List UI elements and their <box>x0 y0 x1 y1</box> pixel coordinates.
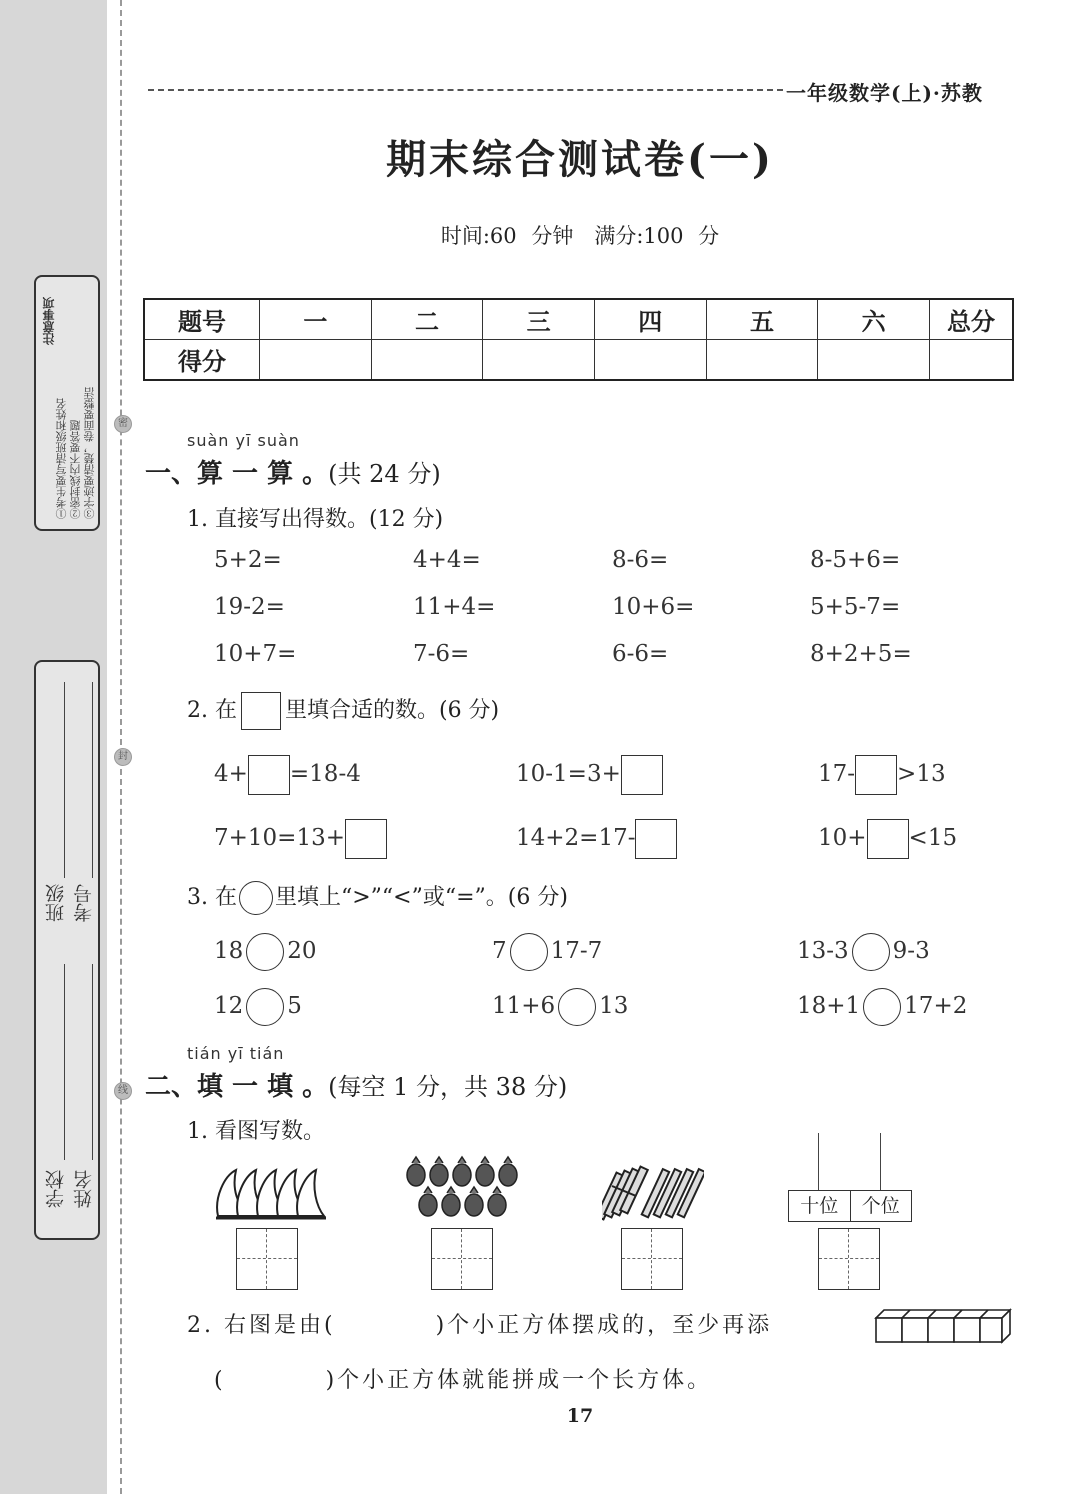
exam-number-blank-line[interactable] <box>92 682 93 878</box>
section1-q2-label <box>187 692 499 730</box>
q2-label-prefix: 2. 在 <box>187 698 237 723</box>
q1-expression: 5+2= <box>214 547 282 573</box>
q1-expression: 8-5+6= <box>810 547 901 573</box>
tens-place-label: 十位 <box>789 1191 851 1221</box>
bananas-picture <box>212 1168 328 1226</box>
q1-expression: 5+5-7= <box>810 594 901 620</box>
answer-box[interactable] <box>621 755 663 795</box>
abacus-rod-tens <box>818 1133 819 1191</box>
exam-time-score: 时间:60 分钟 满分:100 分 <box>440 224 720 248</box>
q2-item-left: 17- <box>818 761 856 787</box>
score-cell[interactable] <box>483 340 595 381</box>
answer-grid-abacus[interactable] <box>818 1228 880 1290</box>
section2-pinyin: tián yī tián <box>187 1044 285 1063</box>
answer-grid-pineapples[interactable] <box>431 1228 493 1290</box>
q2-item-left: 7+10=13+ <box>214 825 345 851</box>
q2-item <box>818 755 946 795</box>
score-header-cell: 四 <box>594 299 706 340</box>
q3-item-right: 13 <box>599 993 629 1019</box>
score-header-cell: 一 <box>260 299 372 340</box>
section2-q2-line1: 2. 右图是由( )个小正方体摆成的，至少再添 <box>187 1313 773 1338</box>
answer-circle[interactable] <box>246 933 284 971</box>
answer-grid-bananas[interactable] <box>236 1228 298 1290</box>
score-header-cell: 二 <box>371 299 483 340</box>
q1-expression: 4+4= <box>413 547 481 573</box>
notice-item-3: ③字迹要清楚，卷面要整洁 <box>83 387 96 519</box>
q3-item <box>214 988 302 1026</box>
q2-item-right: =18-4 <box>289 761 361 787</box>
section2-q1-label: 1. 看图写数。 <box>187 1119 325 1144</box>
q1-expression: 7-6= <box>413 641 470 667</box>
q2-item-left: 10+ <box>818 825 867 851</box>
q2-item <box>516 755 663 795</box>
score-cell[interactable] <box>706 340 818 381</box>
pineapples-picture <box>404 1155 522 1223</box>
score-header-cell: 总分 <box>930 299 1014 340</box>
q1-expression: 8+2+5= <box>810 641 912 667</box>
q3-item <box>214 933 317 971</box>
page-number: 17 <box>566 1405 594 1427</box>
school-label: 学校 <box>45 1170 67 1208</box>
answer-circle[interactable] <box>246 988 284 1026</box>
binding-hole-xian: 线 <box>114 1082 132 1100</box>
binding-hole-mi: 密 <box>114 415 132 433</box>
q2-item <box>516 819 677 859</box>
section1-pinyin: suàn yī suàn <box>187 431 300 450</box>
score-cell[interactable] <box>930 340 1014 381</box>
answer-circle[interactable] <box>863 988 901 1026</box>
abacus-rod-ones <box>880 1133 881 1191</box>
square-symbol <box>241 692 281 730</box>
q1-expression: 8-6= <box>612 547 669 573</box>
section2-heading-title: 二、填 一 填 。 <box>145 1072 329 1102</box>
student-info-box <box>34 660 100 1240</box>
header-dashed-rule <box>148 89 783 91</box>
q2-item <box>214 819 387 859</box>
q3-label-prefix: 3. 在 <box>187 885 237 910</box>
answer-box[interactable] <box>635 819 677 859</box>
score-header-cell: 五 <box>706 299 818 340</box>
q3-item-right: 20 <box>287 938 317 964</box>
school-blank-line[interactable] <box>64 964 65 1160</box>
notice-item-2: ②密封线内不要答题 <box>69 420 82 519</box>
q3-item-right: 17-7 <box>550 938 603 964</box>
answer-box[interactable] <box>345 819 387 859</box>
score-header-cell: 题号 <box>144 299 260 340</box>
section1-heading-points: (共 24 分) <box>328 460 441 488</box>
notice-box <box>34 275 100 531</box>
score-cell[interactable] <box>594 340 706 381</box>
section1-heading <box>145 453 441 490</box>
ones-place-label: 个位 <box>861 1195 900 1217</box>
q2-item-right: <15 <box>908 825 958 851</box>
place-value-frame <box>788 1190 912 1222</box>
section1-q3-label <box>187 880 568 915</box>
score-cell[interactable] <box>371 340 483 381</box>
q1-expression: 10+7= <box>214 641 297 667</box>
score-table-score-row <box>144 340 1013 381</box>
q3-item-left: 18 <box>214 938 244 964</box>
score-cell[interactable] <box>818 340 930 381</box>
answer-circle[interactable] <box>558 988 596 1026</box>
page-title: 期末综合测试卷(一) <box>386 136 774 183</box>
q3-item-right: 17+2 <box>904 993 968 1019</box>
q2-item-right: >13 <box>897 761 946 787</box>
class-blank-line[interactable] <box>64 682 65 878</box>
q2-item <box>214 755 361 795</box>
notice-item-1: ①考生要写清班级和姓名 <box>55 398 68 519</box>
q3-item-left: 18+1 <box>797 993 861 1019</box>
section2-heading-points: (每空 1 分，共 38 分) <box>328 1073 568 1101</box>
q1-expression: 6-6= <box>612 641 669 667</box>
answer-box[interactable] <box>248 755 290 795</box>
score-cell[interactable] <box>260 340 372 381</box>
answer-box[interactable] <box>867 819 909 859</box>
answer-grid-sticks[interactable] <box>621 1228 683 1290</box>
q1-expression: 10+6= <box>612 594 695 620</box>
answer-box[interactable] <box>855 755 897 795</box>
notice-title: 注意事项 <box>42 297 56 345</box>
answer-circle[interactable] <box>510 933 548 971</box>
binding-hole-feng: 封 <box>114 748 132 766</box>
q3-label-suffix: 里填上“>”“<”或“=”。(6 分) <box>274 885 568 910</box>
q2-item-left: 10-1=3+ <box>516 761 621 787</box>
name-label: 姓名 <box>73 1170 95 1208</box>
section2-heading <box>145 1066 567 1103</box>
score-header-cell: 六 <box>818 299 930 340</box>
q3-item <box>492 933 602 971</box>
q3-item-left: 13-3 <box>797 938 849 964</box>
answer-circle[interactable] <box>852 933 890 971</box>
q2-item-left: 14+2=17- <box>516 825 636 851</box>
grade-subject-tag: 一年级数学(上)·苏教 <box>786 81 983 105</box>
q1-expression: 19-2= <box>214 594 285 620</box>
name-blank-line[interactable] <box>92 964 93 1160</box>
q3-item <box>492 988 628 1026</box>
score-row-label: 得分 <box>144 340 260 381</box>
q3-item-right: 5 <box>287 993 302 1019</box>
q1-expression: 11+4= <box>413 594 496 620</box>
section1-heading-title: 一、算 一 算 。 <box>145 459 329 489</box>
exam-number-label: 考号 <box>73 884 95 922</box>
section1-q1-label: 1. 直接写出得数。(12 分) <box>187 507 444 532</box>
q3-item-right: 9-3 <box>892 938 930 964</box>
class-label: 班级 <box>45 884 67 922</box>
section2-q2-line2: ( )个小正方体就能拼成一个长方体。 <box>214 1368 713 1393</box>
q3-item-left: 12 <box>214 993 244 1019</box>
q3-item-left: 11+6 <box>492 993 556 1019</box>
cubes-picture <box>874 1306 1016 1346</box>
score-table-header-row <box>144 299 1013 340</box>
counting-sticks-picture <box>602 1162 704 1222</box>
circle-symbol <box>239 881 273 915</box>
score-header-cell: 三 <box>483 299 595 340</box>
q3-item <box>797 933 930 971</box>
q2-item-left: 4+ <box>214 761 248 787</box>
q2-label-suffix: 里填合适的数。(6 分) <box>284 698 500 723</box>
q3-item <box>797 988 967 1026</box>
score-table <box>143 298 1014 381</box>
q3-item-left: 7 <box>492 938 507 964</box>
q2-item <box>818 819 957 859</box>
